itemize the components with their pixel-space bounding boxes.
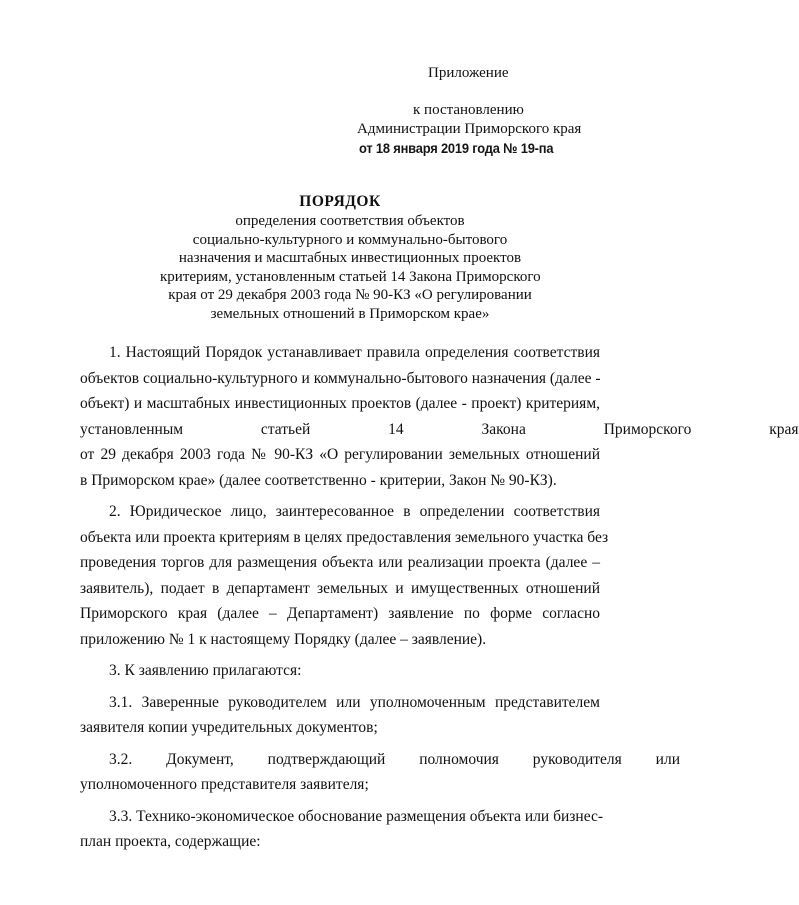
subtitle-line: критериям, установленным статьей 14 Закона Приморского	[160, 268, 541, 285]
paragraph-line: установленным статьей 14 Закона Приморского края	[80, 420, 799, 438]
paragraph-line: приложению № 1 к настоящему Порядку (далее – заявление).	[80, 630, 487, 648]
paragraph-1	[80, 340, 799, 493]
paragraph-line: 3.1. Заверенные руководителем или уполномоченным представителем	[109, 693, 600, 711]
subtitle-line: определения соответствия объектов	[235, 213, 465, 229]
paragraph-line: от 29 декабря 2003 года № 90-КЗ «О регулировании земельных отношений	[80, 446, 600, 463]
paragraph-3-3	[80, 804, 604, 855]
paragraph-line: Приморского края (далее – Департамент) заявление по форме согласно	[80, 605, 600, 622]
administration-name: Администрации Приморского края	[357, 121, 582, 137]
paragraph-2	[80, 499, 609, 652]
paragraph-3	[80, 658, 600, 684]
approval-block	[352, 64, 602, 158]
paragraph-3-1	[80, 690, 600, 741]
subtitle-line: назначения и масштабных инвестиционных проектов	[178, 250, 522, 266]
paragraph-3-2	[80, 747, 680, 798]
document-title: ПОРЯДОК	[299, 193, 381, 210]
paragraph-line: проведения торгов для размещения объекта или реализации проекта (далее –	[80, 554, 600, 571]
paragraph-line: план проекта, содержащие:	[80, 833, 261, 850]
document-body	[80, 340, 799, 861]
appendix-label: Приложение	[428, 65, 509, 81]
paragraph-line: объекта или проекта критериям в целях предоставления земельного участка без	[80, 528, 609, 546]
subtitle-line: социально-культурного и коммунально-бытового	[192, 231, 508, 248]
paragraph-line: объект) и масштабных инвестиционных проектов (далее - проект) критериям,	[80, 395, 600, 412]
document-subtitle	[160, 212, 540, 323]
paragraph-line: уполномоченного представителя заявителя;	[80, 776, 369, 793]
paragraph-line: 3.3. Технико-экономическое обоснование размещения объекта или бизнес-	[109, 807, 604, 825]
paragraph-line: 1. Настоящий Порядок устанавливает правила определения соответствия	[109, 344, 600, 361]
resolution-reference: к постановлению	[413, 102, 524, 118]
resolution-date: от 18 января 2019 года № 19-па	[359, 140, 554, 156]
paragraph-line: 3.2. Документ, подтверждающий полномочия руководителя или	[109, 750, 680, 768]
paragraph-line: 2. Юридическое лицо, заинтересованное в определении соответствия	[109, 503, 600, 520]
subtitle-line: края от 29 декабря 2003 года № 90-КЗ «О регулировании	[168, 287, 532, 303]
subtitle-line: земельных отношений в Приморском крае»	[210, 305, 490, 322]
paragraph-line: объектов социально-культурного и коммунально-бытового назначения (далее -	[80, 369, 601, 387]
paragraph-line: в Приморском крае» (далее соответственно - критерии, Закон № 90-КЗ).	[80, 471, 557, 489]
paragraph-line: заявитель), подает в департамент земельных и имущественных отношений	[80, 579, 600, 597]
paragraph-line: заявителя копии учредительных документов;	[80, 719, 378, 736]
paragraph-line: 3. К заявлению прилагаются:	[109, 662, 302, 679]
